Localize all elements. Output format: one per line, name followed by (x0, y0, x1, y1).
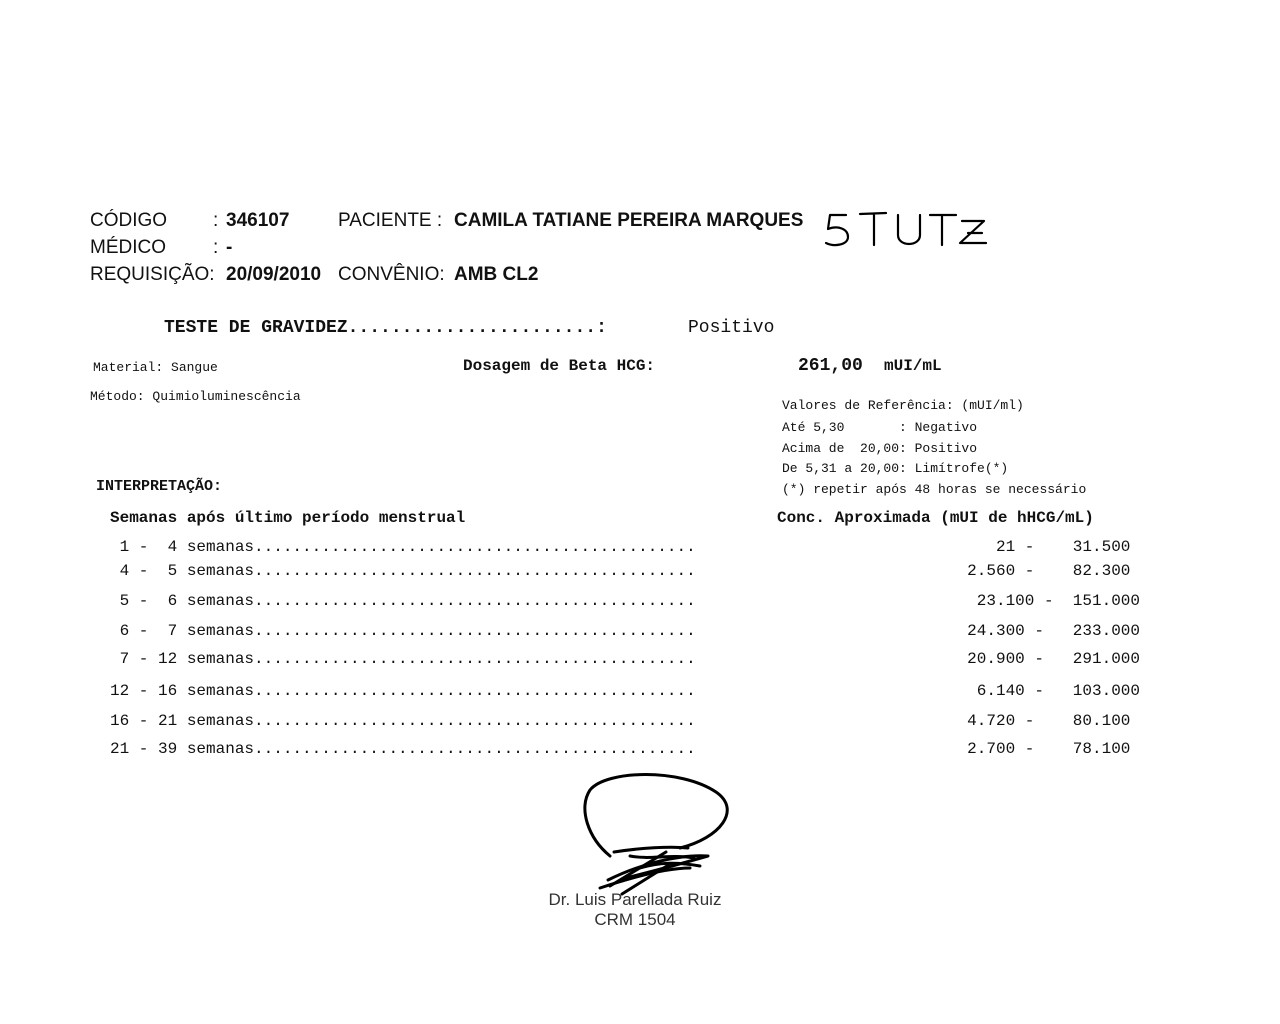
concentration-cell: 6.140 - 103.000 (976, 682, 1140, 700)
test-title: TESTE DE GRAVIDEZ.......................: (164, 318, 607, 338)
weeks-cell: 21 - 39 semanas.............................................. (110, 740, 696, 758)
codigo-separator: : (213, 210, 219, 231)
concentration-cell: 24.300 - 233.000 (967, 622, 1140, 640)
concentration-cell: 2.700 - 78.100 (967, 740, 1140, 758)
column-header-weeks: Semanas após último período menstrual (110, 509, 466, 527)
dosagem-unit: mUI/mL (884, 357, 942, 375)
medico-separator: : (213, 237, 219, 258)
weeks-cell: 7 - 12 semanas.............................................. (110, 650, 696, 668)
signature-crm: CRM 1504 (594, 910, 676, 929)
concentration-cell: 2.560 - 82.300 (967, 562, 1140, 580)
weeks-cell: 1 - 4 semanas.............................................. (110, 538, 696, 556)
material-text: Material: Sangue (93, 360, 218, 375)
paciente-value: CAMILA TATIANE PEREIRA MARQUES (454, 210, 804, 231)
column-header-concentration: Conc. Aproximada (mUI de hHCG/mL) (777, 509, 1094, 527)
reference-line: (*) repetir após 48 horas se necessário (782, 482, 1087, 497)
weeks-cell: 12 - 16 semanas.............................................. (110, 682, 696, 700)
convenio-label: CONVÊNIO: (338, 264, 445, 285)
weeks-cell: 16 - 21 semanas.............................................. (110, 712, 696, 730)
codigo-label: CÓDIGO (90, 210, 168, 231)
concentration-cell: 4.720 - 80.100 (967, 712, 1140, 730)
handwritten-annotation (822, 205, 992, 253)
interpretation-title: INTERPRETAÇÃO: (96, 478, 223, 495)
weeks-cell: 5 - 6 semanas.............................................. (110, 592, 696, 610)
dosagem-value: 261,00 (798, 356, 863, 376)
table-row (110, 682, 1140, 704)
signature-name: Dr. Luis Parellada Ruiz (548, 890, 722, 909)
concentration-cell: 21 - 31.500 (995, 538, 1140, 556)
table-row (110, 740, 1140, 762)
table-row (110, 538, 1140, 560)
requisicao-value: 20/09/2010 (226, 264, 322, 285)
table-row (110, 622, 1140, 644)
table-row (110, 592, 1140, 614)
reference-title: Valores de Referência: (mUI/ml) (782, 398, 1024, 413)
codigo-value: 346107 (226, 210, 290, 231)
table-row (110, 562, 1140, 584)
medico-value: - (226, 237, 233, 258)
reference-line: De 5,31 a 20,00: Limítrofe(*) (782, 461, 1009, 476)
convenio-value: AMB CL2 (454, 264, 539, 285)
medico-label: MÉDICO (90, 237, 166, 258)
test-result: Positivo (688, 318, 775, 338)
weeks-cell: 6 - 7 semanas.............................................. (110, 622, 696, 640)
reference-line: Até 5,30 : Negativo (782, 420, 978, 435)
dosagem-label: Dosagem de Beta HCG: (463, 357, 656, 375)
weeks-cell: 4 - 5 semanas.............................................. (110, 562, 696, 580)
requisicao-label: REQUISIÇÃO: (90, 264, 215, 285)
metodo-text: Método: Quimioluminescência (90, 389, 301, 404)
table-row (110, 650, 1140, 672)
table-row (110, 712, 1140, 734)
concentration-cell: 20.900 - 291.000 (967, 650, 1140, 668)
reference-line: Acima de 20,00: Positivo (782, 441, 978, 456)
concentration-cell: 23.100 - 151.000 (976, 592, 1140, 610)
paciente-label: PACIENTE : (338, 210, 443, 231)
signature-mark (570, 768, 740, 908)
